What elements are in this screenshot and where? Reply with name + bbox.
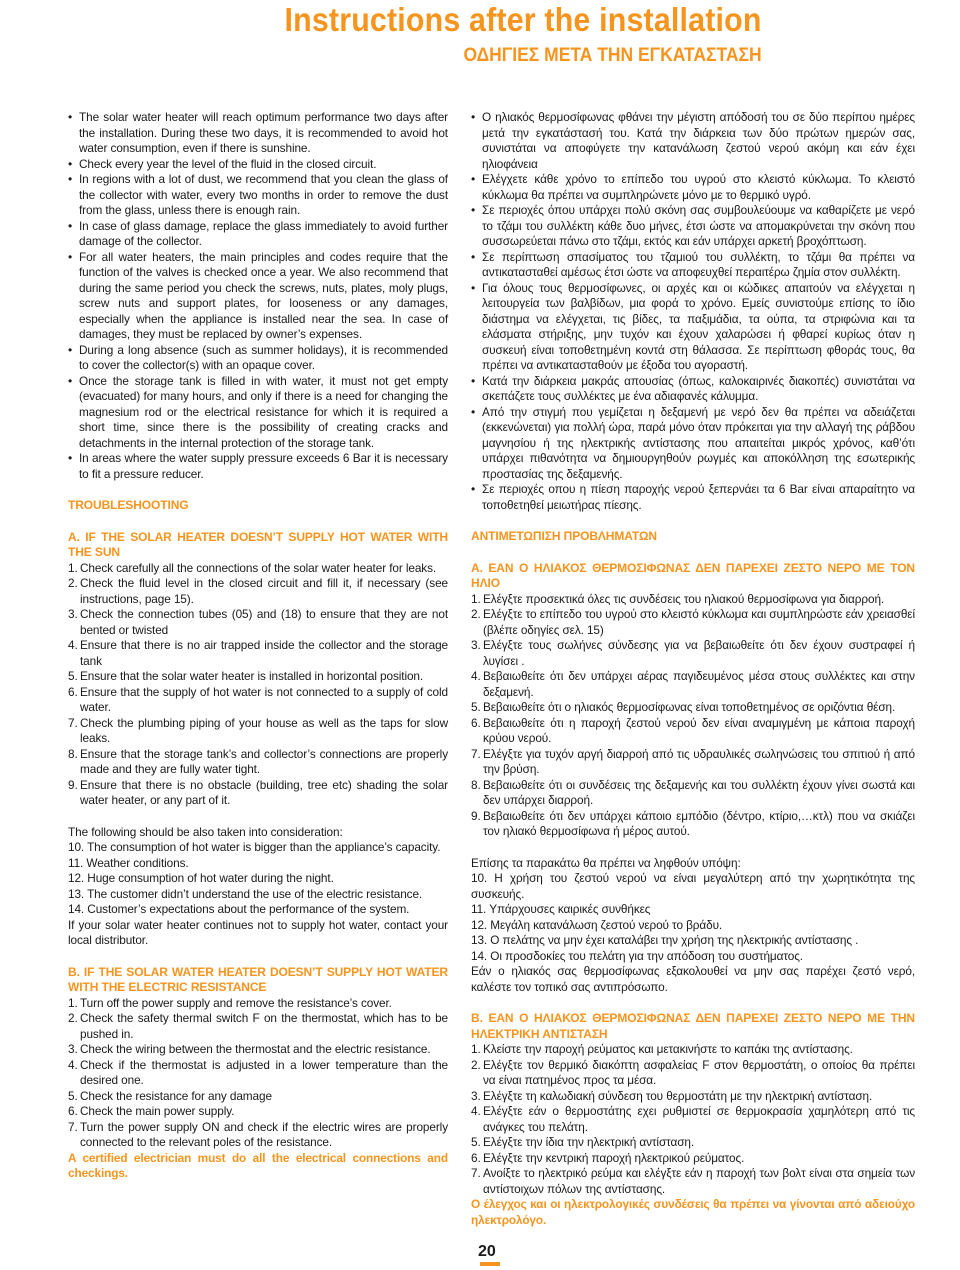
contact-note: If your solar water heater continues not to supply hot water, contact your local distributor. — [68, 917, 448, 947]
list-item: 1. Turn off the power supply and remove the resistance’s cover. — [68, 995, 392, 1010]
list-item: • Για όλους τους θερμοσίφωνες, οι αρχές και οι κώδικες απαιτούν να ελέγχεται η λειτουργεία των βαλβίδων, μια φορά το χρόνο. Εμείς συνιστούμε επίσης το ίδιο διάστημα να ελέγχεται, τις βίδες, τα παξιμάδια, τα ούπα, τα στριφώνια και τα ελάσματα στήριξης, μην τυχόν και έχουν χαλαρώσει ή φθαρεί κυρίως όταν η συσκευή είναι τοποθετημένη κοντά στη θάλασσα. Σε περίπτωση φθοράς τους, θα πρέπει να αντικατασταθούν με έξοδα του αγοραστή. — [471, 281, 915, 374]
consideration-item: 13. The customer didn’t understand the use of the electric resistance. — [68, 886, 423, 901]
section-b-list — [68, 996, 448, 1151]
list-item: 5. Check the resistance for any damage — [68, 1088, 272, 1103]
troubleshooting-heading-greek: ΑΝΤΙΜΕΤΩΠΙΣΗ ΠΡΟΒΛΗΜΑΤΩΝ — [471, 529, 657, 543]
list-item: 1. Check carefully all the connections of the solar water heater for leaks. — [68, 560, 437, 575]
list-item: 3. Ελέγξτε τους σωλήνες σύνδεσης για να βεβαιωθείτε ότι δεν έχουν συστραφεί ή λυγίσει . — [471, 638, 915, 668]
list-item: 6. Ensure that the supply of hot water is not connected to a supply of cold water. — [68, 684, 448, 714]
consideration-intro-greek: Επίσης τα παρακάτω θα πρέπει να ληφθούν υπόψη: — [471, 855, 741, 870]
list-item: 7. Turn the power supply ON and check if the electric wires are properly connected to the relevant poles of the resistance. — [68, 1119, 448, 1149]
list-item: • Once the storage tank is filled in with water, it must not get empty (evacuated) for many hours, and only if there is a need for changing the magnesium rod or the electrical resistance for which it is required a short time, since there is the possibility of creating cracks and detachments in the internal protection of the storage tank. — [68, 374, 448, 452]
list-item: • For all water heaters, the main principles and codes require that the function of the valves is checked once a year. We also recommend that during the same period you check the screws, nuts, plates, moly plugs, screw nuts and support plates, for looseness or any damages, especially when the appliance is installed near the sea. In case of damages, they must be replaced by owner’s expenses. — [68, 250, 448, 343]
list-item: • Από την στιγμή που γεμίζεται η δεξαμενή με νερό δεν θα πρέπει να αδειάζεται (εκκενώνεται) για πολλή ώρα, παρά μόνο όταν πρόκειται για την αλλαγή της ράβδου μαγνησίου ή της ηλεκτρικής αντίστασης που απαιτείται μικρός χρόνος, καθ’ότι υπάρχει πιθανότητα να δημιουργηθούν ρωγμές και αποκόλληση της εσωτερικής προστασίας της δεξαμενής. — [471, 405, 915, 483]
list-item: • In regions with a lot of dust, we recommend that you clean the glass of the collector with water, every two months in order to remove the dust from the glass, unless there is enough rain. — [68, 172, 448, 219]
list-item: 7. Ανοίξτε το ηλεκτρικό ρεύμα και ελέγξτε εάν η παροχή των βολτ είναι στα σημεία των αντίστοιχων πόλων της αντίστασης. — [471, 1166, 915, 1196]
section-b-list-greek — [471, 1042, 915, 1197]
list-item: 5. Ensure that the solar water heater is installed in horizontal position. — [68, 669, 424, 683]
list-item: 3. Ελέγξτε τη καλωδιακή σύνδεση του θερμοστάτη με την ηλεκτρική αντίσταση. — [471, 1088, 873, 1103]
list-item: 2. Ελέγξτε τον θερμικό διακόπτη ασφαλείας F στον θερμοστάτη, ο οποίος θα πρέπει να είναι πατημένος προς τα μέσα. — [471, 1057, 915, 1087]
list-item: • During a long absence (such as summer holidays), it is recommended to cover the collector(s) with an opaque cover. — [68, 343, 448, 374]
english-column — [68, 110, 448, 1182]
troubleshooting-heading: TROUBLESHOOTING — [68, 498, 189, 512]
consideration-item: 12. Huge consumption of hot water during the night. — [68, 871, 334, 885]
list-item: 4. Βεβαιωθείτε ότι δεν υπάρχει αέρας παγιδευμένος μέσα στους συλλέκτες και στην δεξαμενή. — [471, 669, 915, 699]
page-number-underline — [480, 1262, 500, 1266]
list-item: 3. Check the wiring between the thermostat and the electric resistance. — [68, 1042, 431, 1056]
list-item: 7. Ελέγξτε για τυχόν αργή διαρροή από τις υδραυλικές σωληνώσεις του σπιτιού ή από την βρύση. — [471, 746, 915, 776]
page-header — [243, 0, 762, 68]
list-item: 1. Κλείστε την παροχή ρεύματος και μετακινήστε το καπάκι της αντίστασης. — [471, 1042, 853, 1056]
list-item: • Κατά την διάρκεια μακράς απουσίας (όπως, καλοκαιρινές διακοπές) συνιστάται να σκεπάζετε τους συλλέκτες με ένα αδιαφανές κάλυμμα. — [471, 374, 915, 405]
page-title: Instructions after the installation — [284, 1, 762, 38]
list-item: 2. Check the safety thermal switch F on the thermostat, which has to be pushed in. — [68, 1011, 448, 1041]
list-item: • Ο ηλιακός θερμοσίφωνας φθάνει την μέγιστη απόδοσή του σε δύο περίπου ημέρες μετά την εγκατάστασή του. Κατά την διάρκεια των δύο πρώτων ημερών σας, συνιστάται να αποφύγετε την κατανάλωση ζεστού νερού ακόμη και εάν έχει ηλιοφάνεια — [471, 110, 915, 172]
electrician-note: A certified electrician must do all the electrical connections and checkings. — [68, 1150, 448, 1180]
list-item: 2. Ελέγξτε το επίπεδο του υγρού στο κλειστό κύκλωμα και συμπληρώστε εάν χρειασθεί (βλέπε οδηγίες σελ. 15) — [471, 607, 915, 637]
list-item: • The solar water heater will reach optimum performance two days after the installation. During these two days, it is recommended to avoid hot water consumption, even if there is sunshine. — [68, 110, 448, 157]
list-item: 5. Ελέγξτε την ίδια την ηλεκτρική αντίσταση. — [471, 1135, 695, 1149]
page-number: 20 — [478, 1243, 496, 1260]
list-item: 9. Ensure that there is no obstacle (building, tree etc) shading the solar water heater, or any part of it. — [68, 777, 448, 807]
list-item: 4. Ελέγξτε εάν ο θερμοστάτης εχει ρυθμιστεί σε θερμοκρασία χαμηλότερη από τις ανάγκες του πελάτη. — [471, 1104, 915, 1134]
list-item: 4. Ensure that there is no air trapped inside the collector and the storage tank — [68, 638, 448, 668]
list-item: • In case of glass damage, replace the glass immediately to avoid further damage of the collector. — [68, 219, 448, 250]
list-item: 8. Βεβαιωθείτε ότι οι συνδέσεις της δεξαμενής και του συλλέκτη έχουν γίνει σωστά και δεν υπάρχει διαρροή. — [471, 777, 915, 807]
contact-note-greek: Εάν ο ηλιακός σας θερμοσίφωνας εξακολουθεί να μην σας παρέχει ζεστό νερό, καλέστε τον τοπικό σας αντιπρόσωπο. — [471, 964, 915, 994]
list-item: 1. Ελέγξτε προσεκτικά όλες τις συνδέσεις του ηλιακού θερμοσίφωνα για διαρροή. — [471, 591, 885, 606]
consideration-item: 14. Customer’s expectations about the performance of the system. — [68, 902, 410, 916]
list-item: • Σε περιοχές όπου υπάρχει πολύ σκόνη σας συμβουλεύουμε να καθαρίζετε με νερό το τζάμι του συλλέκτη κάθε δυο μήνες, έτσι ώστε να απομακρύνεται την σκόνη που συσσωρεύεται πάνω στο τζάμι, εκτός και εάν υπάρχει αρκετή βροχόπτωση. — [471, 203, 915, 250]
section-b-heading-greek: B. ΕΑΝ Ο ΗΛΙΑΚΟΣ ΘΕΡΜΟΣΙΦΩΝΑΣ ΔΕΝ ΠΑΡΕΧΕΙ ΖΕΣΤΟ ΝΕΡΟ ΜΕ ΤΗΝ ΗΛΕΚΤΡΙΚΗ ΑΝΤΙΣΤΑΣΗ — [471, 1011, 915, 1041]
list-item: 8. Ensure that the storage tank’s and collector’s connections are properly made and they are fully water tight. — [68, 746, 448, 776]
section-a-list — [68, 561, 448, 809]
list-item: 3. Check the connection tubes (05) and (18) to ensure that they are not bented or twisted — [68, 607, 448, 637]
list-item: 4. Check if the thermostat is adjusted in a lower temperature than the desired one. — [68, 1057, 448, 1087]
list-item: 6. Βεβαιωθείτε ότι η παροχή ζεστού νερού δεν είναι αναμιγμένη με κάποια παροχή κρύου νερού. — [471, 715, 915, 745]
consideration-item: 12. Μεγάλη κατανάλωση ζεστού νερού το βράδυ. — [471, 917, 723, 932]
list-item: • Σε περιοχές οπου η πίεση παροχής νερού ξεπερνάει τα 6 Bar είναι απαραίτητο να τοποθετηθεί μειωτήρας πίεσης. — [471, 482, 915, 513]
electrician-note-greek: Ο έλεγχος και οι ηλεκτρολογικές συνδέσεις θα πρέπει να γίνονται από αδειούχο ηλεκτρολόγο. — [471, 1197, 915, 1227]
list-item: 6. Ελέγξτε την κεντρική παροχή ηλεκτρικού ρεύματος. — [471, 1150, 745, 1165]
consideration-item: 13. Ο πελάτης να μην έχει καταλάβει την χρήση της ηλεκτρικής αντίστασης . — [471, 933, 859, 947]
consideration-item: 10. Η χρήση του ζεστού νερού να είναι μεγαλύτερη από την χωρητικότητα της συσκευής. — [471, 871, 915, 901]
section-b-heading: B. IF THE SOLAR WATER HEATER DOESN’T SUPPLY HOT WATER WITH THE ELECTRIC RESISTANCE — [68, 964, 448, 994]
list-item: 9. Βεβαιωθείτε ότι δεν υπάρχει κάποιο εμπόδιο (δέντρο, κτίριο,…κτλ) που να σκιάζει τον ηλιακό θερμοσίφωνα ή μέρος αυτού. — [471, 808, 915, 838]
section-a-list-greek — [471, 592, 915, 840]
list-item: 6. Check the main power supply. — [68, 1104, 235, 1118]
greek-column — [471, 110, 915, 1228]
consideration-item: 14. Οι προσδοκίες του πελάτη για την απόδοση του συστήματος. — [471, 948, 803, 963]
list-item: • Check every year the level of the fluid in the closed circuit. — [68, 157, 448, 173]
section-a-heading: A. IF THE SOLAR HEATER DOESN’T SUPPLY HOT WATER WITH THE SUN — [68, 529, 448, 559]
greek-instructions-list — [471, 110, 915, 513]
list-item: 5. Βεβαιωθείτε ότι ο ηλιακός θερμοσίφωνας είναι τοποθετημένος σε οριζόντια θέση. — [471, 700, 896, 714]
page-subtitle-greek: ΟΔΗΓΙΕΣ ΜΕΤΑ ΤΗΝ ΕΓΚΑΤΑΣΤΑΣΗ — [463, 45, 762, 66]
list-item: • In areas where the water supply pressure exceeds 6 Bar it is necessary to fit a pressure reducer. — [68, 451, 448, 482]
consideration-item: 10. The consumption of hot water is bigger than the appliance’s capacity. — [68, 840, 441, 854]
section-a-heading-greek: A. ΕΑΝ Ο ΗΛΙΑΚΟΣ ΘΕΡΜΟΣΙΦΩΝΑΣ ΔΕΝ ΠΑΡΕΧΕΙ ΖΕΣΤΟ ΝΕΡΟ ΜΕ ΤΟΝ ΗΛΙΟ — [471, 560, 915, 590]
list-item: 2. Check the fluid level in the closed circuit and fill it, if necessary (see instructions, page 15). — [68, 576, 448, 606]
english-instructions-list — [68, 110, 448, 482]
list-item: • Σε περίπτωση σπασίματος του τζαμιού του συλλέκτη, το τζάμι θα πρέπει να αντικατασταθεί αμέσως έτσι ώστε να αποφευχθεί περαιτέρω ζημία στον συλλέκτη. — [471, 250, 915, 281]
list-item: 7. Check the plumbing piping of your house as well as the taps for slow leaks. — [68, 715, 448, 745]
consideration-item: 11. Weather conditions. — [68, 855, 189, 870]
consideration-item: 11. Υπάρχουσες καιρικές συνθήκες — [471, 902, 651, 916]
list-item: • Ελέγχετε κάθε χρόνο το επίπεδο του υγρού στο κλειστό κύκλωμα. Το κλειστό κύκλωμα θα πρέπει να συμπληρώνετε μόνο με το θερμικό υγρό. — [471, 172, 915, 203]
consideration-intro: The following should be also taken into consideration: — [68, 824, 343, 839]
